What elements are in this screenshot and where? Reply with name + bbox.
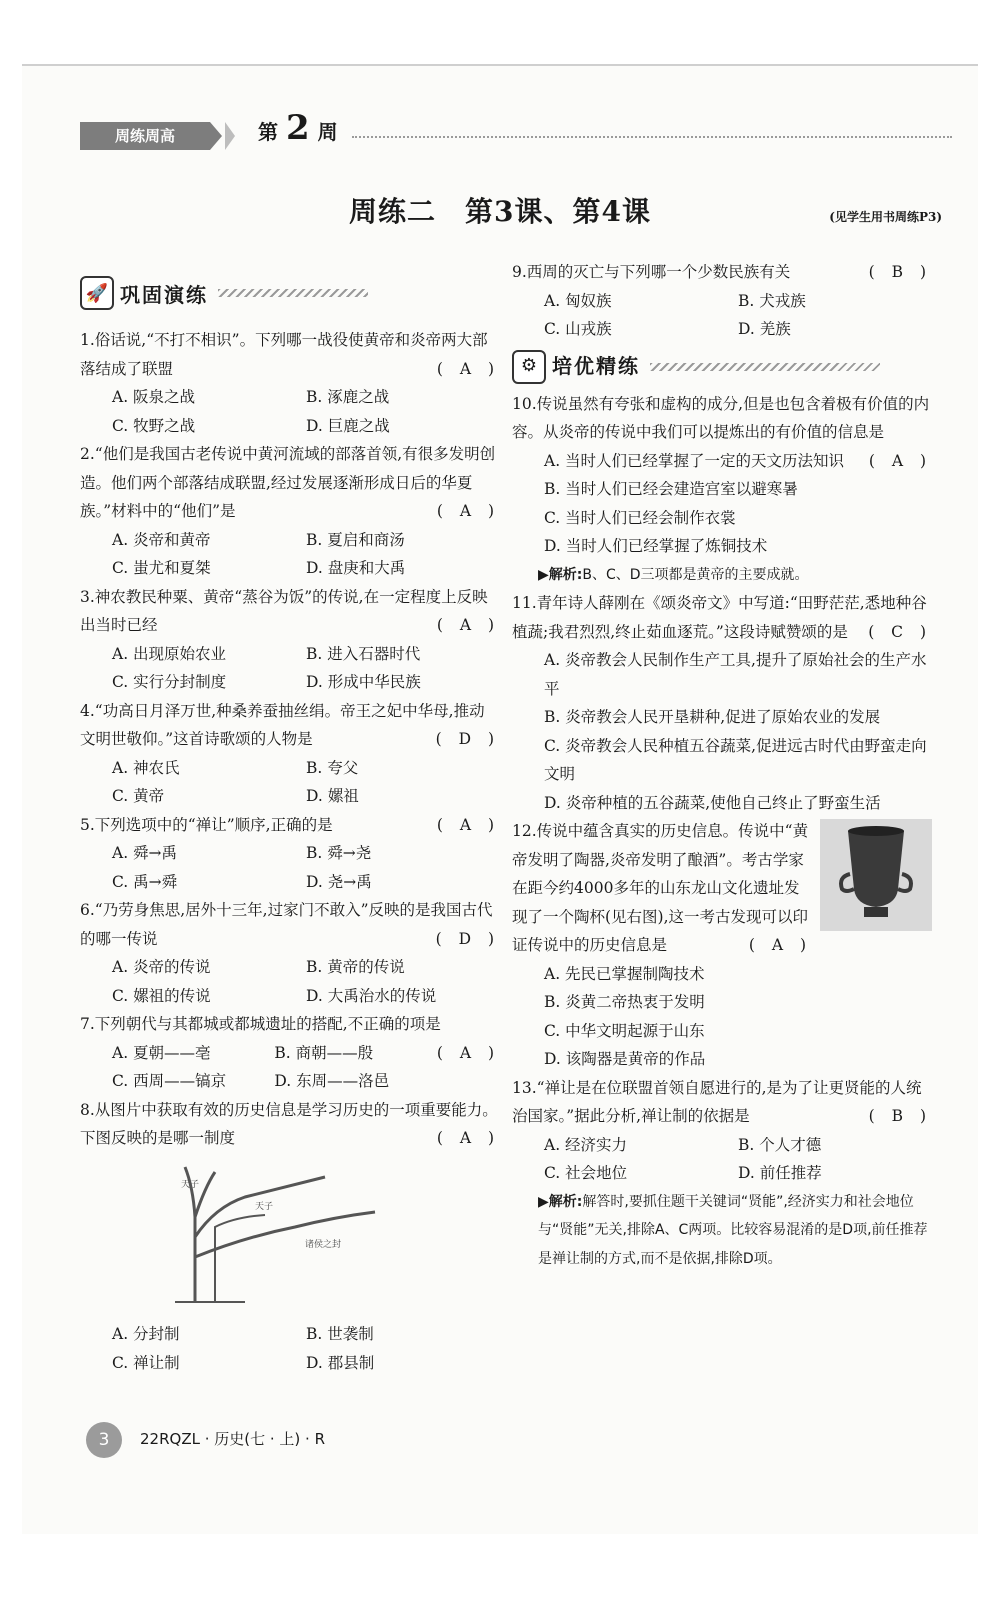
reference-note: (见学生用书周练P3) (829, 210, 942, 224)
pottery-cup-image (820, 819, 932, 931)
answer: ( C ) (868, 622, 932, 641)
top-border (22, 64, 978, 66)
section-advanced-label: 培优精练 (552, 354, 640, 379)
question-stem: 10.传说虽然有夸张和虚构的成分,但是也包含着极有价值的内容。从炎帝的传说中我们可以提炼出的有价值的信息是 (512, 394, 930, 441)
option: A. 阪泉之战 (112, 388, 196, 406)
option: A. 舜→禹 (112, 844, 178, 862)
question-8 (80, 1096, 500, 1378)
feudal-tree-diagram (155, 1157, 405, 1307)
option: A. 分封制 (112, 1325, 180, 1343)
option: D. 东周——洛邑 (274, 1072, 390, 1090)
question-stem: 9.西周的灭亡与下列哪一个少数民族有关 (512, 263, 791, 281)
option: C. 山戎族 (544, 320, 612, 338)
option: C. 中华文明起源于山东 (544, 1021, 705, 1040)
right-column (512, 258, 932, 1273)
option: D. 该陶器是黄帝的作品 (544, 1050, 706, 1068)
left-column (80, 326, 500, 1377)
answer: ( A ) (436, 502, 500, 520)
week-label (258, 108, 338, 148)
answer: ( D ) (435, 929, 500, 948)
option: C. 西周——镐京 (112, 1072, 227, 1090)
question-13 (512, 1074, 932, 1274)
question-stem: 12.传说中蕴含真实的历史信息。传说中“黄帝发明了陶器,炎帝发明了酿酒”。考古学家在距今约4000多年的山东龙山文化遗址发现了一个陶杯(见右图),这一考古发现可以印证传说中的历史信息是 (512, 822, 809, 954)
header-tab: 周练周高 (80, 122, 210, 150)
option: B. 商朝——殷 (274, 1043, 374, 1062)
option: C. 实行分封制度 (112, 673, 227, 691)
answer: ( D ) (435, 730, 500, 748)
option: B. 黄帝的传说 (306, 958, 405, 976)
section-consolidate-label: 巩固演练 (120, 282, 208, 307)
answer: ( A ) (748, 936, 812, 954)
analysis: ▶解析:B、C、D三项都是黄帝的主要成就。 (538, 566, 809, 583)
header-chevron (210, 122, 222, 150)
option: C. 禹→舜 (112, 872, 178, 891)
question-stem: 7.下列朝代与其都城或都城遗址的搭配,不正确的项是 (80, 1015, 441, 1033)
section-consolidate (80, 276, 368, 310)
analysis-text: B、C、D三项都是黄帝的主要成就。 (582, 566, 809, 583)
question-stem: 1.俗话说,“不打不相识”。下列哪一战役使黄帝和炎帝两大部落结成了联盟 (80, 331, 488, 378)
option: D. 形成中华民族 (306, 673, 421, 691)
option: A. 经济实力 (544, 1135, 628, 1154)
section-rule (650, 363, 880, 371)
answer: ( A ) (436, 1129, 500, 1147)
option: B. 当时人们已经会建造宫室以避寒暑 (544, 480, 798, 498)
question-9 (512, 258, 932, 344)
week-number: 2 (286, 108, 310, 148)
question-12 (512, 817, 932, 1074)
option: C. 禅让制 (112, 1353, 180, 1372)
header-chevron-light (225, 122, 235, 150)
rocket-icon: 🚀 (80, 276, 114, 310)
option: B. 炎黄二帝热衷于发明 (544, 993, 705, 1011)
option: C. 黄帝 (112, 787, 165, 805)
answer: ( A ) (436, 616, 500, 634)
section-advanced (512, 350, 932, 384)
section-rule (218, 289, 368, 297)
option: A. 炎帝的传说 (112, 958, 211, 976)
option: D. 前任推荐 (738, 1164, 822, 1182)
option: B. 夏启和商汤 (306, 530, 405, 549)
option: D. 盘庚和大禹 (306, 559, 406, 577)
option: B. 世袭制 (306, 1325, 374, 1343)
gear-icon: ⚙ (512, 350, 546, 384)
question-stem: 6.“乃劳身焦思,居外十三年,过家门不敢入”反映的是我国古代的哪一传说 (80, 901, 493, 948)
question-stem: 3.神农教民种粟、黄帝“蒸谷为饭”的传说,在一定程度上反映出当时已经 (80, 587, 488, 634)
option: B. 进入石器时代 (306, 644, 421, 663)
option: D. 当时人们已经掌握了炼铜技术 (544, 537, 768, 555)
question-stem: 2.“他们是我国古老传说中黄河流域的部落首领,有很多发明创造。他们两个部落结成联盟,经过发展逐渐形成日后的华夏族。”材料中的“他们”是 (80, 445, 496, 520)
question-6 (80, 896, 500, 1010)
option: D. 羌族 (738, 320, 791, 338)
option: D. 炎帝种植的五谷蔬菜,使他自己终止了野蛮生活 (544, 793, 881, 812)
option: C. 当时人们已经会制作衣裳 (544, 508, 736, 527)
analysis-text: 解答时,要抓住题干关键词“贤能”,经济实力和社会地位与“贤能”无关,排除A、C两项。比较容易混淆的是D项,前任推荐是禅让制的方式,而不是依据,排除D项。 (538, 1193, 928, 1267)
question-3 (80, 583, 500, 697)
question-1 (80, 326, 500, 440)
analysis: ▶解析:解答时,要抓住题干关键词“贤能”,经济实力和社会地位与“贤能”无关,排除A、C两项。比较容易混淆的是D项,前任推荐是禅让制的方式,而不是依据,排除D项。 (538, 1193, 928, 1267)
option: C. 社会地位 (544, 1164, 628, 1182)
option: A. 匈奴族 (544, 291, 612, 310)
question-7 (80, 1010, 500, 1096)
option: D. 郡县制 (306, 1353, 375, 1372)
option: D. 大禹治水的传说 (306, 986, 437, 1005)
question-stem: 5.下列选项中的“禅让”顺序,正确的是 (80, 815, 333, 834)
option: D. 巨鹿之战 (306, 416, 390, 435)
page-number: 3 (86, 1422, 122, 1458)
question-stem: 4.“功高日月泽万世,种桑养蚕抽丝绢。帝王之妃中华母,推动文明世敬仰。”这首诗歌颂的人物是 (80, 701, 485, 748)
option: B. 舜→尧 (306, 844, 372, 862)
option: D. 嫘祖 (306, 787, 359, 805)
answer: ( A ) (436, 359, 500, 378)
option: C. 蚩尤和夏桀 (112, 559, 211, 577)
option: B. 夸父 (306, 758, 359, 777)
question-10 (512, 390, 932, 590)
option: D. 尧→禹 (306, 872, 372, 891)
question-11 (512, 589, 932, 817)
tree-label-branch: 天子 (255, 1201, 274, 1212)
analysis-label: 解析: (548, 1193, 583, 1210)
option: C. 炎帝教会人民种植五谷蔬菜,促进远古时代由野蛮走向文明 (544, 736, 927, 783)
answer: ( A ) (868, 451, 932, 470)
option: B. 个人才德 (738, 1135, 822, 1154)
question-2 (80, 440, 500, 583)
tree-label-right: 诸侯之封 (305, 1239, 342, 1250)
option: A. 炎帝教会人民制作生产工具,提升了原始社会的生产水平 (544, 651, 927, 698)
page (22, 64, 978, 1534)
question-4 (80, 697, 500, 811)
book-code: 22RQZL · 历史(七 · 上) · R (140, 1430, 325, 1448)
page-title: 周练二 第3课、第4课 (349, 195, 651, 228)
option: C. 牧野之战 (112, 416, 196, 435)
question-stem: 11.青年诗人薛刚在《颂炎帝文》中写道:“田野茫茫,悉地种谷植蔬;我君烈烈,终止茹血逐荒。”这段诗赋赞颂的是 (512, 594, 927, 641)
option: A. 神农氏 (112, 758, 180, 777)
question-stem: 13.“禅让是在位联盟首领自愿进行的,是为了让更贤能的人统治国家。”据此分析,禅让制的依据是 (512, 1078, 922, 1125)
option: C. 嫘祖的传说 (112, 986, 211, 1005)
week-suffix: 周 (317, 120, 338, 144)
analysis-label: 解析: (548, 566, 583, 583)
tree-label-trunk-top: 天子 (181, 1179, 200, 1190)
question-5 (80, 811, 500, 897)
option: A. 炎帝和黄帝 (112, 530, 211, 549)
option: B. 炎帝教会人民开垦耕种,促进了原始农业的发展 (544, 708, 881, 726)
option: A. 夏朝——亳 (112, 1043, 211, 1062)
option: A. 先民已掌握制陶技术 (544, 964, 705, 983)
option: A. 出现原始农业 (112, 644, 227, 663)
answer: ( A ) (436, 1043, 500, 1062)
option: B. 犬戎族 (738, 291, 806, 310)
week-prefix: 第 (258, 120, 278, 144)
option: B. 涿鹿之战 (306, 388, 390, 406)
question-stem: 8.从图片中获取有效的历史信息是学习历史的一项重要能力。下图反映的是哪一制度 (80, 1100, 498, 1147)
header-divider (352, 136, 952, 138)
answer: ( B ) (868, 1107, 932, 1125)
option: A. 当时人们已经掌握了一定的天文历法知识 (544, 451, 845, 470)
answer: ( B ) (868, 263, 932, 281)
answer: ( A ) (436, 815, 500, 834)
